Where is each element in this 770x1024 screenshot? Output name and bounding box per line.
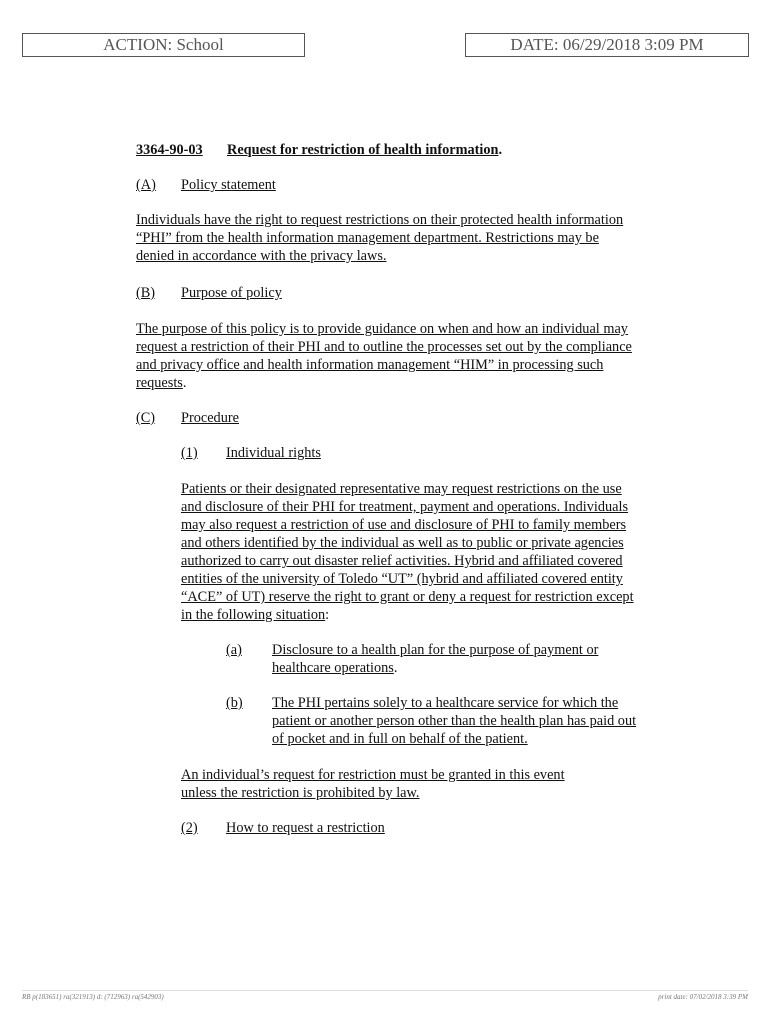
section-a-heading (136, 176, 276, 194)
date-label: DATE: 06/29/2018 3:09 PM (510, 35, 704, 54)
item-1-closing-text: An individual’s request for restriction must be granted in this event unless the restriction is prohibited by law. (181, 767, 565, 801)
footer-divider (22, 990, 748, 991)
subitem-b-text-wrap (272, 694, 646, 748)
item-1-title: Individual rights (226, 445, 321, 461)
item-2-title: How to request a restriction (226, 820, 385, 836)
subitem-a-end: . (393, 660, 398, 676)
action-label: ACTION: School (103, 35, 224, 54)
rule-title-period: . (498, 142, 503, 158)
subitem-a (226, 641, 646, 677)
section-b-heading (136, 284, 282, 302)
section-b-body-period: . (182, 375, 187, 391)
item-2-heading (181, 819, 385, 837)
rule-title (136, 141, 502, 159)
section-b-title: Purpose of policy (181, 285, 282, 301)
item-1-body-text: Patients or their designated representative may request restrictions on the use and disclosure of their PHI for treatment, payment and operations. Individuals may also request a restriction of use and disclosure of PHI to family members and others identified by the individual as well as to public or private agencies authorized to carry out disaster relief activities. Hybrid and affiliated covered entities of the university of Toledo “UT” (hybrid and affiliated covered entity “ACE” of UT) reserve the right to grant or deny a request for restriction except in the following situation (181, 481, 634, 623)
section-a-body (136, 211, 636, 265)
subitem-b (226, 694, 646, 748)
section-c-label: (C) (136, 410, 156, 426)
item-1-closing (181, 766, 581, 802)
section-c-title: Procedure (181, 410, 239, 426)
subitem-a-text: Disclosure to a health plan for the purpose of payment or healthcare operations (272, 642, 599, 676)
subitem-b-text: The PHI pertains solely to a healthcare service for which the patient or another person other than the health plan has paid out of pocket and in full on behalf of the patient. (272, 695, 637, 747)
rule-title-text: Request for restriction of health information (227, 142, 499, 158)
item-1-body-colon: : (325, 607, 330, 623)
subitem-a-text-wrap (272, 641, 646, 677)
date-header-box (465, 33, 749, 57)
subitem-b-label: (b) (226, 695, 243, 711)
section-a-title: Policy statement (181, 177, 276, 193)
item-2-label: (2) (181, 820, 198, 836)
section-a-label: (A) (136, 177, 156, 193)
item-1-label: (1) (181, 445, 198, 461)
section-a-body-text: Individuals have the right to request restrictions on their protected health information “PHI” from the health information management department. Restrictions may be denied in accordance with the privacy laws. (136, 212, 624, 264)
footer-print-date: print date: 07/02/2018 3:39 PM (658, 993, 748, 1001)
section-c-heading (136, 409, 239, 427)
item-1-body (181, 480, 641, 624)
subitem-a-label: (a) (226, 642, 242, 658)
action-header-box (22, 33, 305, 57)
footer-reference: RB p(183651) ra(321913) d: (712963) ra(542903) (22, 993, 164, 1001)
section-b-body (136, 320, 636, 392)
item-1-heading (181, 444, 321, 462)
section-b-body-text: The purpose of this policy is to provide guidance on when and how an individual may request a restriction of their PHI and to outline the processes set out by the compliance and privacy office and health information management “HIM” in processing such requests (136, 321, 632, 391)
section-b-label: (B) (136, 285, 156, 301)
rule-number: 3364-90-03 (136, 142, 203, 158)
